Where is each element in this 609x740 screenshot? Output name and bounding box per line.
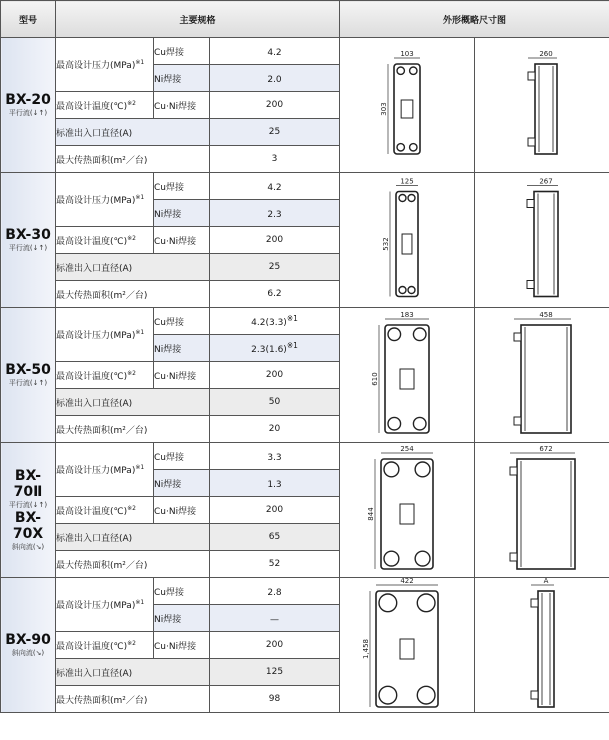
- temperature-label: [56, 362, 154, 389]
- plate-pack-side: [521, 325, 571, 433]
- front-view-svg: [340, 173, 474, 307]
- front-view-drawing: [340, 443, 475, 578]
- pressure-label: [56, 38, 154, 92]
- port-circle: [408, 195, 415, 202]
- temperature-note: ※2: [127, 639, 136, 647]
- ni-pressure-text: 2.3: [267, 210, 282, 220]
- front-view-svg: [340, 308, 474, 442]
- pressure-text: 最高设计压力(MPa): [56, 61, 136, 71]
- cu-pressure-value: [210, 38, 340, 65]
- temperature-label: [56, 497, 154, 524]
- temperature-text: 最高设计温度(℃): [56, 506, 128, 517]
- port-value: 25: [210, 119, 340, 146]
- port-circle: [388, 328, 401, 341]
- nameplate: [400, 504, 414, 524]
- ni-weld-label: Ni焊接: [154, 65, 210, 92]
- nozzle: [514, 333, 521, 341]
- nozzle: [527, 281, 534, 289]
- front-height-label: 610: [371, 372, 380, 386]
- temperature-text: 最高设计温度(℃): [56, 101, 128, 112]
- cu-weld-label: Cu焊接: [154, 173, 210, 200]
- port-value: 50: [210, 389, 340, 416]
- front-width-label: 183: [400, 311, 414, 319]
- ni-pressure-note: ※1: [286, 341, 298, 350]
- nozzle: [510, 553, 517, 561]
- pressure-note: ※1: [135, 59, 145, 66]
- nozzle: [527, 200, 534, 208]
- model-flow: 平行流(↓↑): [8, 501, 48, 509]
- model-cell: [1, 578, 56, 713]
- model-cell: [1, 173, 56, 308]
- ni-pressure-value: [210, 335, 340, 362]
- ni-weld-label: Ni焊接: [154, 335, 210, 362]
- model-name-2: BX-70X: [12, 510, 44, 542]
- pressure-note: ※1: [135, 194, 145, 201]
- cu-weld-label: Cu焊接: [154, 308, 210, 335]
- side-width-label: 458: [539, 311, 553, 319]
- port-circle: [415, 462, 430, 477]
- port-circle: [417, 686, 435, 704]
- front-view-svg: [340, 578, 474, 712]
- model-flow: 平行流(↓↑): [8, 244, 48, 252]
- nameplate: [400, 369, 414, 389]
- model-name: BX-50: [5, 362, 51, 378]
- pressure-text: 最高设计压力(MPa): [56, 466, 136, 476]
- cuni-weld-label: Cu·Ni焊接: [154, 227, 210, 254]
- cu-weld-label: Cu焊接: [154, 578, 210, 605]
- port-circle: [415, 551, 430, 566]
- cu-pressure-value: [210, 173, 340, 200]
- port-circle: [384, 551, 399, 566]
- model-row: [1, 308, 609, 335]
- area-label: 最大传热面积(m²／台): [56, 551, 210, 578]
- model-flow: 平行流(↓↑): [8, 109, 48, 117]
- area-value: 3: [210, 146, 340, 173]
- front-height-label: 1,458: [362, 638, 371, 660]
- port-circle: [388, 417, 401, 430]
- temperature-value: 200: [210, 227, 340, 254]
- front-view-drawing: [340, 38, 475, 173]
- model-flow: 平行流(↓↑): [8, 379, 48, 387]
- port-value: 25: [210, 254, 340, 281]
- ni-pressure-text: 2.0: [267, 75, 282, 85]
- port-circle: [408, 287, 415, 294]
- model-cell: [1, 443, 56, 578]
- side-view-drawing: [475, 578, 609, 713]
- pressure-text: 最高设计压力(MPa): [56, 601, 136, 611]
- area-value: 20: [210, 416, 340, 443]
- port-label: 标准出入口直径(A): [56, 254, 210, 281]
- port-label: 标准出入口直径(A): [56, 389, 210, 416]
- side-view-svg: [475, 443, 609, 577]
- area-label: 最大传热面积(m²／台): [56, 686, 210, 713]
- ni-weld-label: Ni焊接: [154, 605, 210, 632]
- front-width-label: 125: [400, 177, 414, 186]
- cu-pressure-note: ※1: [286, 314, 298, 323]
- side-view-svg: [475, 173, 609, 307]
- cu-pressure-text: 4.2(3.3): [251, 318, 287, 328]
- cuni-weld-label: Cu·Ni焊接: [154, 497, 210, 524]
- model-row: [1, 173, 609, 200]
- front-view-drawing: [340, 173, 475, 308]
- ni-weld-label: Ni焊接: [154, 200, 210, 227]
- nozzle: [514, 417, 521, 425]
- nozzle: [531, 691, 538, 699]
- temperature-label: [56, 227, 154, 254]
- cu-weld-label: Cu焊接: [154, 443, 210, 470]
- port-circle: [379, 686, 397, 704]
- nozzle: [510, 467, 517, 475]
- area-value: 6.2: [210, 281, 340, 308]
- area-label: 最大传热面积(m²／台): [56, 146, 210, 173]
- front-width-label: 422: [400, 578, 414, 585]
- side-width-label: 267: [539, 177, 553, 186]
- temperature-note: ※2: [127, 234, 136, 242]
- nozzle: [531, 599, 538, 607]
- model-name: BX-20: [5, 92, 51, 108]
- side-view-svg: [475, 38, 609, 172]
- area-value: 98: [210, 686, 340, 713]
- nameplate: [402, 234, 412, 254]
- model-name: BX-90: [5, 632, 51, 648]
- port-circle: [399, 195, 406, 202]
- model-cell: [1, 38, 56, 173]
- nozzle: [528, 72, 535, 80]
- ni-weld-label: Ni焊接: [154, 470, 210, 497]
- nozzle: [528, 138, 535, 146]
- front-view-svg: [340, 38, 474, 172]
- port-value: 65: [210, 524, 340, 551]
- model-flow: 斜向流(↘): [11, 649, 45, 657]
- temperature-label: [56, 92, 154, 119]
- port-circle: [413, 417, 426, 430]
- pressure-note: ※1: [135, 329, 145, 336]
- model-flow-2: 斜向流(↘): [11, 543, 45, 551]
- front-height-label: 532: [382, 237, 391, 251]
- ni-pressure-value: [210, 605, 340, 632]
- pressure-label: [56, 308, 154, 362]
- front-view-drawing: [340, 308, 475, 443]
- port-circle: [417, 594, 435, 612]
- cu-pressure-text: 4.2: [267, 48, 282, 58]
- front-width-label: 254: [400, 445, 414, 453]
- ni-pressure-text: 1.3: [267, 480, 282, 490]
- port-label: 标准出入口直径(A): [56, 659, 210, 686]
- temperature-value: 200: [210, 497, 340, 524]
- temperature-text: 最高设计温度(℃): [56, 371, 128, 382]
- side-width-label: A: [543, 578, 549, 585]
- temperature-value: 200: [210, 362, 340, 389]
- header-dims: 外形概略尺寸图: [340, 1, 609, 38]
- cu-pressure-text: 2.8: [267, 588, 282, 598]
- pressure-label: [56, 578, 154, 632]
- port-circle: [399, 287, 406, 294]
- temperature-label: [56, 632, 154, 659]
- temperature-value: 200: [210, 92, 340, 119]
- nameplate: [400, 639, 414, 659]
- temperature-note: ※2: [127, 504, 136, 512]
- temperature-note: ※2: [127, 99, 136, 107]
- port-circle: [413, 328, 426, 341]
- header-spec: 主要规格: [56, 1, 340, 38]
- ni-pressure-value: [210, 200, 340, 227]
- area-label: 最大传热面积(m²／台): [56, 416, 210, 443]
- front-view-drawing: [340, 578, 475, 713]
- model-cell: [1, 308, 56, 443]
- pressure-note: ※1: [135, 464, 145, 471]
- side-view-drawing: [475, 443, 609, 578]
- pressure-text: 最高设计压力(MPa): [56, 196, 136, 206]
- nameplate: [401, 100, 413, 118]
- port-circle: [397, 67, 404, 74]
- plate-pack-side: [517, 459, 575, 569]
- temperature-text: 最高设计温度(℃): [56, 236, 128, 247]
- front-height-label: 303: [380, 102, 389, 116]
- side-width-label: 260: [539, 50, 553, 58]
- model-row: [1, 443, 609, 470]
- front-view-svg: [340, 443, 474, 577]
- spec-body: [1, 38, 609, 713]
- plate-pack-side: [535, 64, 557, 154]
- model-name: BX-70Ⅱ: [13, 468, 43, 500]
- model-name: BX-30: [5, 227, 51, 243]
- side-view-svg: [475, 578, 609, 712]
- port-circle: [410, 144, 417, 151]
- ni-pressure-value: [210, 470, 340, 497]
- ni-pressure-text: —: [270, 615, 280, 625]
- port-circle: [384, 462, 399, 477]
- pressure-text: 最高设计压力(MPa): [56, 331, 136, 341]
- area-value: 52: [210, 551, 340, 578]
- side-view-drawing: [475, 173, 609, 308]
- ni-pressure-value: [210, 65, 340, 92]
- front-width-label: 103: [400, 50, 414, 58]
- side-width-label: 672: [539, 445, 553, 453]
- model-row: [1, 578, 609, 605]
- ni-pressure-text: 2.3(1.6): [251, 345, 287, 355]
- front-height-label: 844: [367, 507, 376, 521]
- pressure-note: ※1: [135, 599, 145, 606]
- header-model: 型号: [1, 1, 56, 38]
- port-circle: [397, 144, 404, 151]
- side-view-drawing: [475, 308, 609, 443]
- cu-weld-label: Cu焊接: [154, 38, 210, 65]
- cuni-weld-label: Cu·Ni焊接: [154, 362, 210, 389]
- port-value: 125: [210, 659, 340, 686]
- port-label: 标准出入口直径(A): [56, 524, 210, 551]
- pressure-label: [56, 173, 154, 227]
- temperature-note: ※2: [127, 369, 136, 377]
- cu-pressure-text: 4.2: [267, 183, 282, 193]
- port-label: 标准出入口直径(A): [56, 119, 210, 146]
- temperature-text: 最高设计温度(℃): [56, 641, 128, 652]
- side-view-drawing: [475, 38, 609, 173]
- area-label: 最大传热面积(m²／台): [56, 281, 210, 308]
- cu-pressure-value: [210, 443, 340, 470]
- cu-pressure-value: [210, 308, 340, 335]
- cu-pressure-text: 3.3: [267, 453, 282, 463]
- temperature-value: 200: [210, 632, 340, 659]
- model-row: [1, 38, 609, 65]
- port-circle: [379, 594, 397, 612]
- port-circle: [410, 67, 417, 74]
- cu-pressure-value: [210, 578, 340, 605]
- pressure-label: [56, 443, 154, 497]
- side-view-svg: [475, 308, 609, 442]
- plate-pack-side: [538, 591, 554, 707]
- cuni-weld-label: Cu·Ni焊接: [154, 92, 210, 119]
- cuni-weld-label: Cu·Ni焊接: [154, 632, 210, 659]
